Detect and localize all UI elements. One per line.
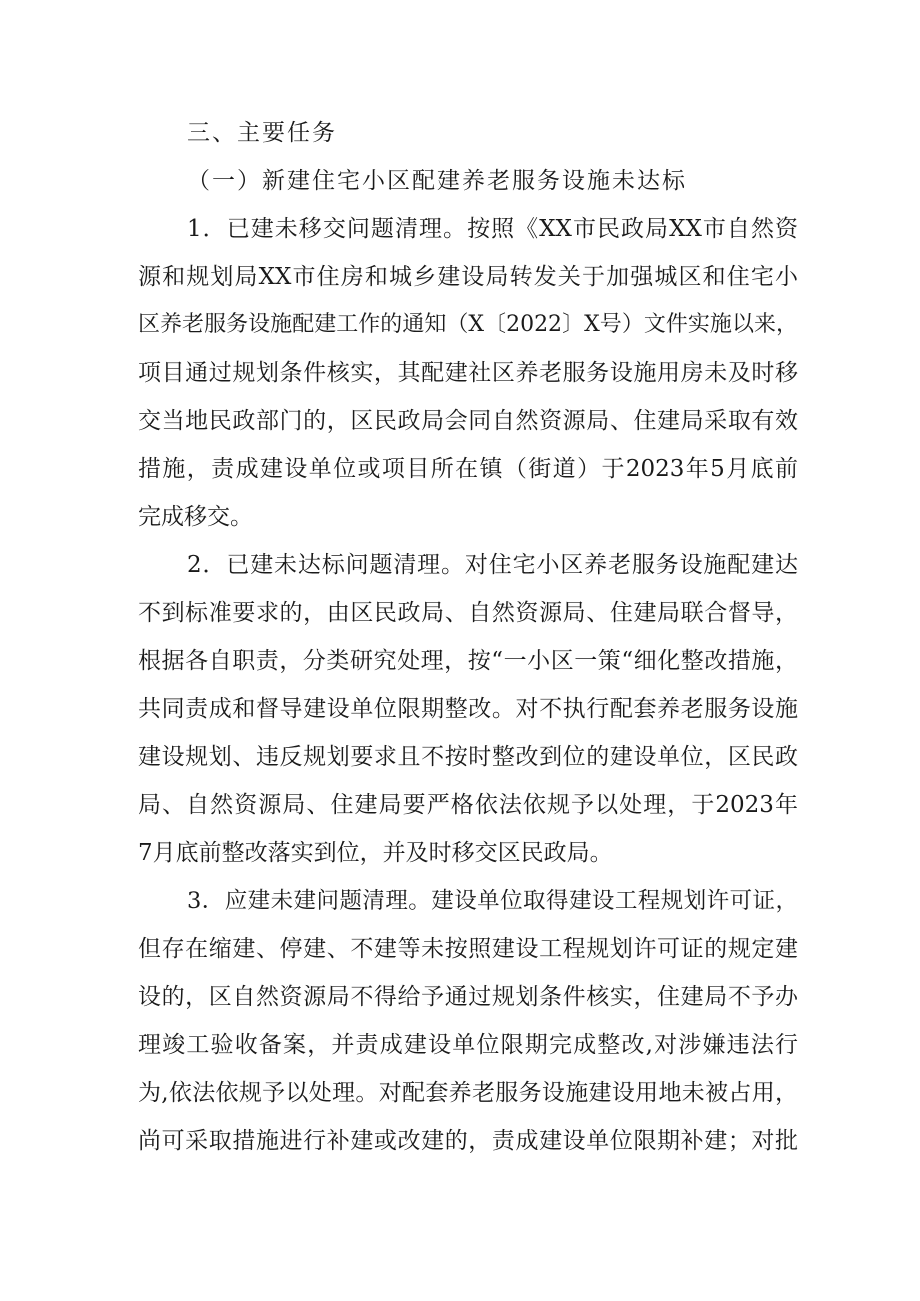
paragraph-1-line: 交当地民政部门的，区民政局会同自然资源局、住建局采取有效 — [138, 408, 798, 434]
paragraph-2-line: 根据各自职责，分类研究处理，按“一小区一策“细化整改措施， — [138, 648, 798, 674]
paragraph-1-line: 项目通过规划条件核实，其配建社区养老服务设施用房未及时移 — [138, 360, 798, 386]
section-heading: 三、主要任务 — [187, 120, 337, 146]
paragraph-2-line: 7月底前整改落实到位，并及时移交区民政局。 — [138, 840, 613, 866]
paragraph-3-line: 为,依法依规予以处理。对配套养老服务设施建设用地未被占用， — [138, 1080, 798, 1106]
subsection-heading: （一）新建住宅小区配建养老服务设施未达标 — [187, 168, 687, 194]
paragraph-2-line: 建设规划、违反规划要求且不按时整改到位的建设单位，区民政 — [138, 744, 798, 770]
paragraph-2-line: 2．已建未达标问题清理。对住宅小区养老服务设施配建达 — [187, 552, 798, 578]
paragraph-3-line: 但存在缩建、停建、不建等未按照建设工程规划许可证的规定建 — [138, 936, 798, 962]
paragraph-2-line: 共同责成和督导建设单位限期整改。对不执行配套养老服务设施 — [138, 696, 798, 722]
paragraph-1-line: 区养老服务设施配建工作的通知（X〔2022〕X号）文件实施以来， — [138, 312, 798, 337]
paragraph-3-line: 理竣工验收备案，并责成建设单位限期完成整改,对涉嫌违法行 — [138, 1032, 798, 1058]
paragraph-2-line: 局、自然资源局、住建局要严格依法依规予以处理，于2023年 — [138, 792, 798, 818]
paragraph-1-line: 1．已建未移交问题清理。按照《XX市民政局XX市自然资 — [187, 216, 798, 242]
paragraph-2-line: 不到标准要求的，由区民政局、自然资源局、住建局联合督导， — [138, 600, 798, 626]
paragraph-3-line: 3．应建未建问题清理。建设单位取得建设工程规划许可证， — [187, 888, 798, 914]
paragraph-1-line: 源和规划局XX市住房和城乡建设局转发关于加强城区和住宅小 — [138, 264, 798, 290]
paragraph-3-line: 设的，区自然资源局不得给予通过规划条件核实，住建局不予办 — [138, 984, 798, 1010]
paragraph-1-line: 完成移交。 — [138, 504, 253, 530]
paragraph-3-line: 尚可采取措施进行补建或改建的，责成建设单位限期补建；对批 — [138, 1128, 798, 1154]
paragraph-1-line: 措施，责成建设单位或项目所在镇（街道）于2023年5月底前 — [138, 456, 798, 482]
